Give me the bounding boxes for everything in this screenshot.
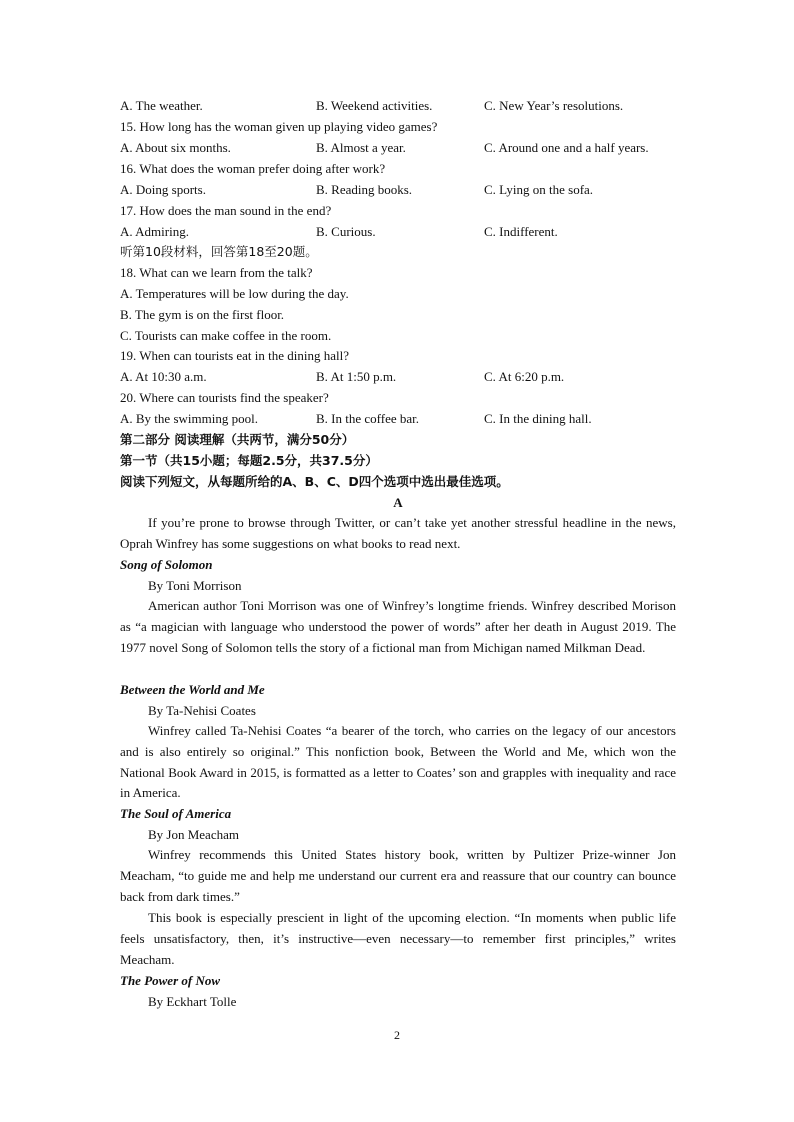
q18-option-c: C. Tourists can make coffee in the room. bbox=[120, 328, 332, 343]
q19-option-b: B. At 1:50 p.m. bbox=[316, 369, 397, 384]
book-title: Between the World and Me bbox=[120, 682, 265, 697]
book-author: By Ta-Nehisi Coates bbox=[148, 703, 256, 718]
q15-question: 15. How long has the woman given up playing video games? bbox=[120, 119, 438, 134]
page-number: 2 bbox=[394, 1028, 400, 1042]
q17-question: 17. How does the man sound in the end? bbox=[120, 203, 332, 218]
q19-question: 19. When can tourists eat in the dining hall? bbox=[120, 348, 350, 363]
q15-option-b: B. Almost a year. bbox=[316, 140, 406, 155]
book-author: By Toni Morrison bbox=[148, 578, 242, 593]
book-description bbox=[120, 845, 676, 907]
passage-intro-paragraph bbox=[120, 513, 676, 555]
q14-option-c: C. New Year’s resolutions. bbox=[484, 98, 624, 113]
q18-question: 18. What can we learn from the talk? bbox=[120, 265, 313, 280]
q17-option-b: B. Curious. bbox=[316, 224, 376, 239]
q19-option-c: C. At 6:20 p.m. bbox=[484, 369, 565, 384]
q19-option-a: A. At 10:30 a.m. bbox=[120, 369, 207, 384]
q20-option-c: C. In the dining hall. bbox=[484, 411, 592, 426]
q16-option-c: C. Lying on the sofa. bbox=[484, 182, 594, 197]
book-title: The Power of Now bbox=[120, 973, 221, 988]
book-title: Song of Solomon bbox=[120, 557, 213, 572]
book-author: By Jon Meacham bbox=[148, 827, 239, 842]
book-title: The Soul of America bbox=[120, 806, 232, 821]
q20-option-a: A. By the swimming pool. bbox=[120, 411, 258, 426]
reading-instructions: 阅读下列短文，从每题所给的A、B、C、D四个选项中选出最佳选项。 bbox=[120, 474, 509, 489]
q14-option-b: B. Weekend activities. bbox=[316, 98, 433, 113]
passage-intro-text: If you’re prone to browse through Twitter, or can’t take yet another stressful headline in the news, Oprah Winfrey has some suggestions on what books to read next. bbox=[120, 515, 676, 551]
book-paragraph: American author Toni Morrison was one of Winfrey’s longtime friends. Winfrey described Morison as “a magician with language who understood the power of words” after her death in August 2019. The 1977 novel Song of Solomon tells the story of a fictional man from Michigan named Milkman Dead. bbox=[120, 598, 676, 655]
part2-heading: 第二部分 阅读理解（共两节，满分50分） bbox=[120, 432, 355, 447]
book-paragraph: Winfrey recommends this United States history book, written by Pultizer Prize-winner Jon Meacham, “to guide me and help me understand our current era and reassure that our country can bounce back from dark times.” bbox=[120, 847, 676, 904]
q14-option-a: A. The weather. bbox=[120, 98, 203, 113]
book-description bbox=[120, 908, 676, 970]
book-paragraph: This book is especially prescient in light of the upcoming election. “In moments when public life feels unsatisfactory, then, it’s instructive—even necessary—to remember first principles,” writes Meacham. bbox=[120, 910, 676, 967]
q16-question: 16. What does the woman prefer doing after work? bbox=[120, 161, 386, 176]
book-description bbox=[120, 596, 676, 658]
q20-option-b: B. In the coffee bar. bbox=[316, 411, 419, 426]
passage-letter: A bbox=[393, 495, 403, 510]
q16-option-b: B. Reading books. bbox=[316, 182, 413, 197]
q18-option-b: B. The gym is on the first floor. bbox=[120, 307, 285, 322]
book-author: By Eckhart Tolle bbox=[148, 994, 237, 1009]
book-paragraph: Winfrey called Ta-Nehisi Coates “a bearer of the torch, who carries on the legacy of our ancestors and is also entirely so original.” This nonfiction book, Between the World and Me, which won the National Book Award in 2015, is formatted as a letter to Coates’ son and grapples with inequality and race in America. bbox=[120, 723, 676, 801]
section1-heading: 第一节（共15小题；每题2.5分，共37.5分） bbox=[120, 453, 378, 468]
q15-option-c: C. Around one and a half years. bbox=[484, 140, 649, 155]
book-description bbox=[120, 721, 676, 804]
q15-option-a: A. About six months. bbox=[120, 140, 231, 155]
q17-option-a: A. Admiring. bbox=[120, 224, 189, 239]
section10-intro: 听第10段材料，回答第18至20题。 bbox=[120, 244, 318, 259]
q20-question: 20. Where can tourists find the speaker? bbox=[120, 390, 329, 405]
q18-option-a: A. Temperatures will be low during the day. bbox=[120, 286, 349, 301]
q16-option-a: A. Doing sports. bbox=[120, 182, 206, 197]
q17-option-c: C. Indifferent. bbox=[484, 224, 558, 239]
